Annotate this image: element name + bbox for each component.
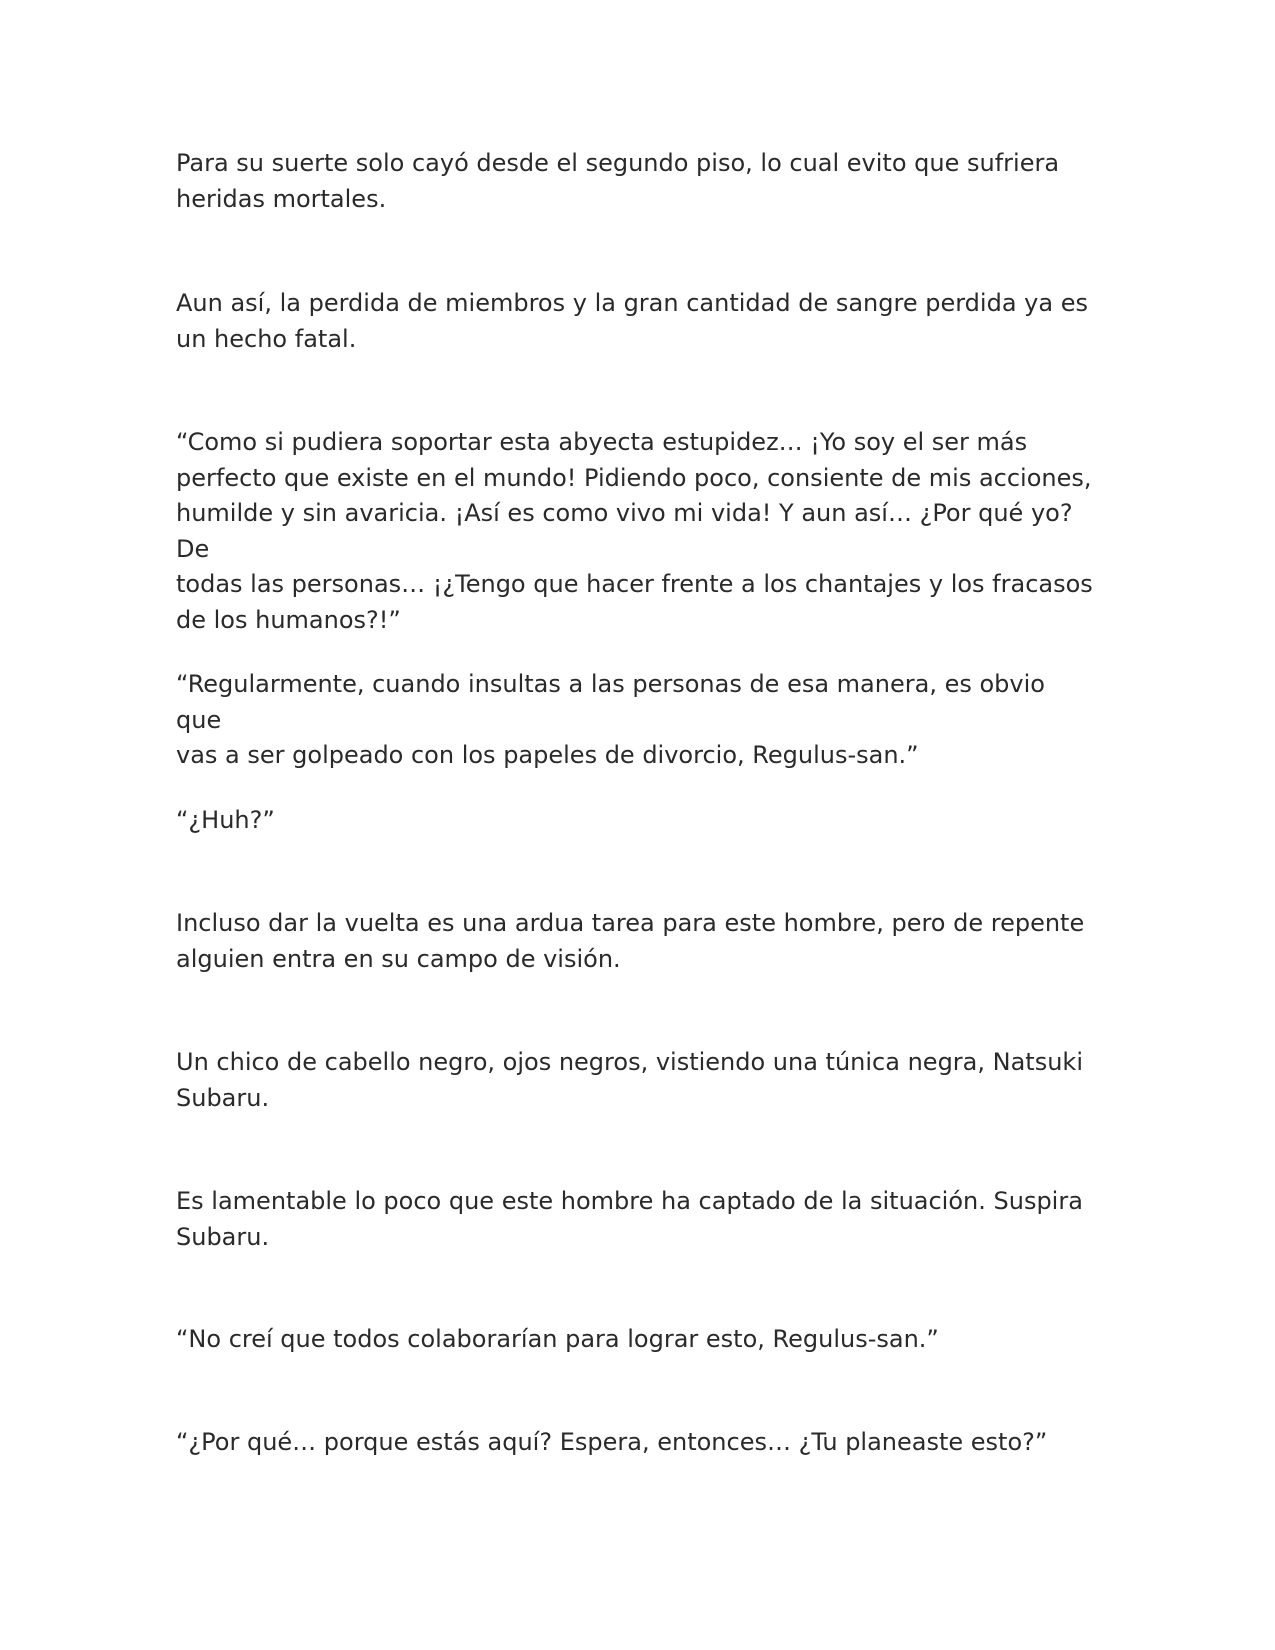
paragraph-8: Es lamentable lo poco que este hombre ha captado de la situación. Suspira Subaru. bbox=[176, 1187, 1083, 1251]
paragraph-7: Un chico de cabello negro, ojos negros, vistiendo una túnica negra, Natsuki Subaru. bbox=[176, 1048, 1083, 1112]
paragraph-1: Para su suerte solo cayó desde el segundo piso, lo cual evito que sufriera heridas mortales. bbox=[176, 149, 1060, 213]
paragraph-2: Aun así, la perdida de miembros y la gran cantidad de sangre perdida ya es un hecho fatal. bbox=[176, 289, 1088, 353]
paragraph-10: “¿Por qué… porque estás aquí? Espera, entonces… ¿Tu planeaste esto?” bbox=[176, 1428, 1048, 1456]
paragraph-4: “Regularmente, cuando insultas a las personas de esa manera, es obvio que vas a ser golpeado con los papeles de divorcio, Regulus-san.” bbox=[176, 670, 1045, 769]
paragraph-5: “¿Huh?” bbox=[176, 806, 275, 834]
paragraph-3: “Como si pudiera soportar esta abyecta estupidez… ¡Yo soy el ser más perfecto que existe en el mundo! Pidiendo poco, consiente de mis acciones, humilde y sin avaricia. ¡Así es como vivo mi vida! Y aun así… ¿Por qué yo? De todas las personas… ¡¿Tengo que hacer frente a los chantajes y los fracasos de los humanos?!” bbox=[176, 428, 1093, 634]
paragraph-9: “No creí que todos colaborarían para lograr esto, Regulus-san.” bbox=[176, 1325, 939, 1353]
paragraph-6: Incluso dar la vuelta es una ardua tarea para este hombre, pero de repente alguien entra en su campo de visión. bbox=[176, 909, 1085, 973]
